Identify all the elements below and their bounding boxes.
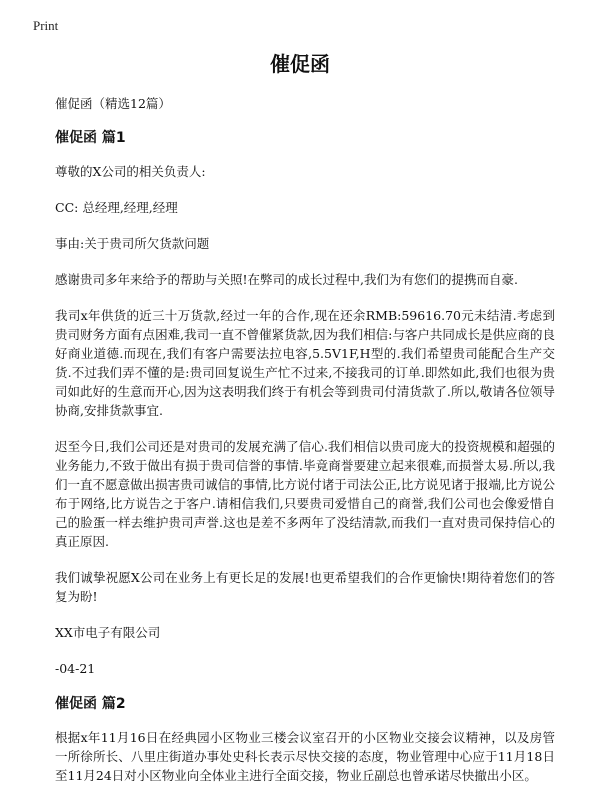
document-subtitle: 催促函（精选12篇）: [55, 96, 171, 111]
body-paragraph: 感谢贵司多年来给予的帮助与关照!在弊司的成长过程中,我们为有您们的提携而自豪.: [55, 272, 518, 287]
body-paragraph: 根据x年11月16日在经典园小区物业三楼会议室召开的小区物业交接会议精神，以及房管一所徐所长、八里庄街道办事处史科长表示尽快交接的态度，物业管理中心应于11月18日至11月24日对小区物业向全体业主进行全面交接，物业丘副总也曾承诺尽快撤出小区。: [55, 730, 555, 783]
section-heading-1: 催促函 篇1: [55, 130, 126, 146]
print-link[interactable]: Print: [33, 18, 59, 33]
cc-line: CC: 总经理,经理,经理: [55, 200, 178, 215]
body-paragraph: 我司x年供货的近三十万货款,经过一年的合作,现在还余RMB:59616.70元未结清.考虑到贵司财务方面有点困难,我司一直不曾催紧货款,因为我们相信:与客户共同成长是供应商的良好商业道德.而现在,我们有客户需要法拉电容,5.5V1F,H型的.我们希望贵司能配合生产交货.不过我们弄不懂的是:贵司回复说生产忙不过来,不接我司的订单.即然如此,我们也很为贵司如此好的生意而开心,因为这表明我们终于有机会等到贵司付清货款了.所以,敬请各位领导协商,安排货款事宜.: [55, 308, 555, 418]
body-paragraph: 迟至今日,我们公司还是对贵司的发展充满了信心.我们相信以贵司庞大的投资规模和超强的业务能力,不致于做出有损于贵司信誉的事情.毕竟商誉要建立起来很难,而损誉太易.所以,我们一直不愿意做出损害贵司诚信的事情,比方说付诸于司法公正,比方说见诸于报端,比方说公布于网络,比方说告之于客户.请相信我们,只要贵司爱惜自己的商誉,我们公司也会像爱惜自己的脸蛋一样去维护贵司声誉.这也是差不多两年了没结清款,而我们一直对贵司保持信心的真正原因.: [55, 439, 555, 549]
section-heading-2: 催促函 篇2: [55, 696, 126, 712]
signature-company: XX市电子有限公司: [55, 625, 161, 640]
salutation: 尊敬的X公司的相关负责人:: [55, 164, 206, 179]
page-title: 催促函: [270, 52, 330, 76]
document-body: [55, 94, 555, 802]
subject-line: 事由:关于贵司所欠货款问题: [55, 236, 210, 251]
signature-date: -04-21: [55, 661, 96, 676]
body-paragraph: 我们诚挚祝愿X公司在业务上有更长足的发展!也更希望我们的合作更愉快!期待着您们的答复为盼!: [55, 570, 555, 604]
